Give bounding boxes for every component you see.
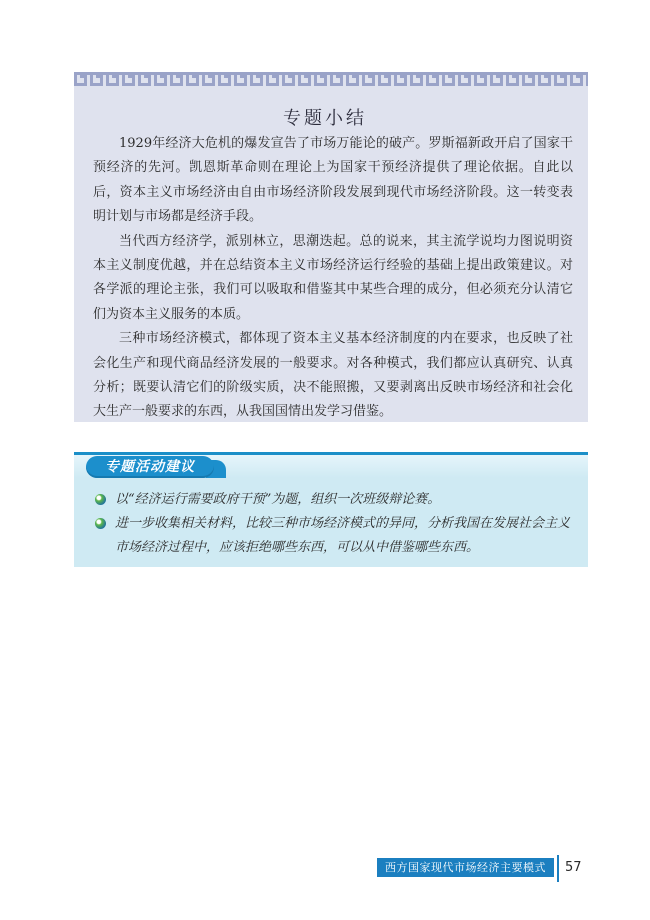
summary-paragraph: 1929年经济大危机的爆发宣告了市场万能论的破产。罗斯福新政开启了国家干预经济的先河。凯恩斯革命则在理论上为国家干预经济提供了理论依据。自此以后，资本主义市场经济由自由市场经济阶段发展到现代市场经济阶段。这一转变表明计划与市场都是经济手段。 xyxy=(93,136,573,225)
border-motif xyxy=(586,75,588,86)
bullet-icon xyxy=(95,518,106,529)
footer-divider xyxy=(557,855,559,882)
list-item xyxy=(93,512,573,560)
summary-text xyxy=(93,132,573,425)
activity-item-text: 以“经济运行需要政府干预”为题，组织一次班级辩论赛。 xyxy=(115,492,441,507)
summary-title: 专题小结 xyxy=(283,108,367,129)
summary-paragraph: 当代西方经济学，派别林立，思潮迭起。总的说来，其主流学说均力图说明资本主义制度优越，并在总结资本主义市场经济运行经验的基础上提出政策建议。对各学派的理论主张，我们可以吸取和借鉴其中某些合理的成分，但必须充分认清它们为资本主义服务的本质。 xyxy=(93,233,573,322)
activity-header: 专题活动建议 xyxy=(86,456,214,478)
list-item xyxy=(93,488,573,512)
footer-chapter-title: 西方国家现代市场经济主要模式 xyxy=(377,858,554,877)
activity-list xyxy=(93,488,573,560)
summary-paragraph: 三种市场经济模式，都体现了资本主义基本经济制度的内在要求，也反映了社会化生产和现代商品经济发展的一般要求。对各种模式，我们都应认真研究、认真分析；既要认清它们的阶级实质，决不能照搬，又要剥离出反映市场经济和社会化大生产一般要求的东西，从我国国情出发学习借鉴。 xyxy=(93,331,573,420)
page-number: 57 xyxy=(565,860,582,875)
bullet-icon xyxy=(95,494,106,505)
activity-item-text: 进一步收集相关材料，比较三种市场经济模式的异同，分析我国在发展社会主义市场经济过程中，应该拒绝哪些东西，可以从中借鉴哪些东西。 xyxy=(115,516,571,555)
decorative-border xyxy=(74,72,588,88)
